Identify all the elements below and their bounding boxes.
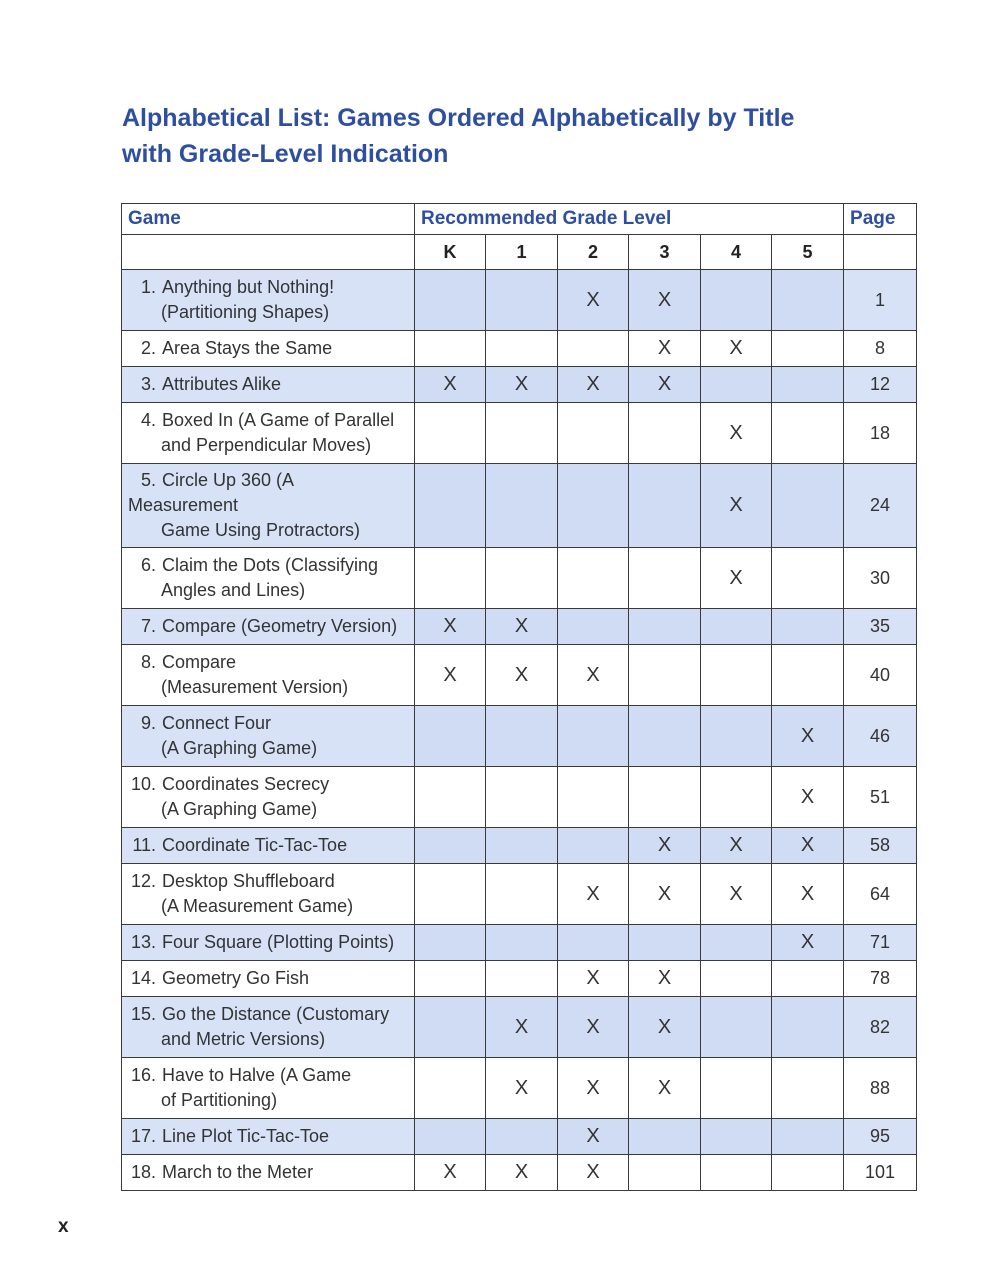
page-title bbox=[122, 100, 842, 172]
grade-mark-cell: X bbox=[558, 1119, 629, 1155]
grade-mark-cell bbox=[629, 548, 701, 609]
grade-mark-cell bbox=[558, 331, 629, 367]
table-row bbox=[122, 828, 917, 864]
grade-mark-cell bbox=[558, 464, 629, 548]
grade-mark-cell bbox=[629, 464, 701, 548]
page-number-cell: 101 bbox=[844, 1155, 917, 1191]
grade-mark-cell bbox=[772, 961, 844, 997]
game-title-line bbox=[128, 1027, 406, 1052]
table-row bbox=[122, 706, 917, 767]
game-title-cell bbox=[122, 767, 415, 828]
table-row bbox=[122, 997, 917, 1058]
game-title-text: Circle Up 360 (A Measurement bbox=[128, 470, 294, 515]
grade-label-3: 3 bbox=[629, 235, 701, 270]
grade-mark-cell bbox=[701, 961, 772, 997]
game-title-line bbox=[128, 408, 406, 433]
grade-mark-cell bbox=[772, 367, 844, 403]
grade-mark-cell bbox=[772, 645, 844, 706]
grade-mark-cell bbox=[486, 270, 558, 331]
grade-label-2: 2 bbox=[558, 235, 629, 270]
grade-mark-cell bbox=[629, 1155, 701, 1191]
grade-mark-cell bbox=[701, 270, 772, 331]
blank-header-cell bbox=[122, 235, 415, 270]
grade-mark-cell: X bbox=[772, 706, 844, 767]
game-title-text: (Partitioning Shapes) bbox=[161, 302, 330, 322]
game-title-text: Coordinates Secrecy bbox=[162, 774, 330, 794]
grade-mark-cell: X bbox=[629, 331, 701, 367]
game-column-header: Game bbox=[122, 204, 415, 235]
game-title-line bbox=[128, 275, 406, 300]
game-number: 3. bbox=[140, 374, 156, 394]
grade-mark-cell: X bbox=[772, 864, 844, 925]
grade-mark-cell: X bbox=[558, 367, 629, 403]
grade-mark-cell: X bbox=[701, 464, 772, 548]
game-title-line bbox=[128, 930, 406, 955]
game-title-line bbox=[128, 869, 406, 894]
grade-mark-cell bbox=[415, 706, 486, 767]
page-number-cell: 40 bbox=[844, 645, 917, 706]
game-title-cell bbox=[122, 270, 415, 331]
table-body bbox=[122, 270, 917, 1191]
game-title-text: Connect Four bbox=[162, 713, 272, 733]
grade-mark-cell bbox=[701, 997, 772, 1058]
game-title-text: Desktop Shuffleboard bbox=[162, 871, 335, 891]
game-title-cell bbox=[122, 961, 415, 997]
grade-mark-cell: X bbox=[486, 1155, 558, 1191]
grade-mark-cell: X bbox=[415, 645, 486, 706]
game-title-text: (Measurement Version) bbox=[161, 677, 349, 697]
game-title-line bbox=[128, 1002, 406, 1027]
grade-mark-cell: X bbox=[629, 270, 701, 331]
table-row bbox=[122, 864, 917, 925]
game-number: 7. bbox=[140, 616, 156, 636]
page-number-cell: 71 bbox=[844, 925, 917, 961]
game-number: 15. bbox=[130, 1004, 156, 1024]
grade-mark-cell: X bbox=[558, 864, 629, 925]
grade-mark-cell bbox=[558, 706, 629, 767]
grade-mark-cell bbox=[415, 828, 486, 864]
game-title-line bbox=[128, 1063, 406, 1088]
page-number: x bbox=[58, 1216, 69, 1237]
grade-mark-cell bbox=[415, 1119, 486, 1155]
game-title-text: Area Stays the Same bbox=[162, 338, 333, 358]
table-row bbox=[122, 1155, 917, 1191]
game-number: 2. bbox=[140, 338, 156, 358]
page-number-cell: 1 bbox=[844, 270, 917, 331]
grade-mark-cell bbox=[772, 464, 844, 548]
grade-mark-cell bbox=[772, 1155, 844, 1191]
grade-mark-cell bbox=[701, 1058, 772, 1119]
game-title-text: Geometry Go Fish bbox=[162, 968, 310, 988]
grade-mark-cell: X bbox=[772, 925, 844, 961]
grade-mark-cell bbox=[558, 609, 629, 645]
game-title-cell bbox=[122, 1119, 415, 1155]
grade-mark-cell: X bbox=[701, 403, 772, 464]
grade-mark-cell: X bbox=[629, 961, 701, 997]
grade-mark-cell bbox=[558, 548, 629, 609]
table-row bbox=[122, 331, 917, 367]
grade-mark-cell bbox=[629, 706, 701, 767]
grade-mark-cell bbox=[772, 403, 844, 464]
game-title-text: Compare bbox=[162, 652, 237, 672]
grade-mark-cell: X bbox=[701, 331, 772, 367]
page-number-cell: 35 bbox=[844, 609, 917, 645]
grade-level-header: Recommended Grade Level bbox=[415, 204, 844, 235]
grade-mark-cell: X bbox=[701, 548, 772, 609]
grade-mark-cell bbox=[415, 403, 486, 464]
game-title-line bbox=[128, 833, 406, 858]
game-title-line bbox=[128, 650, 406, 675]
game-title-text: (A Graphing Game) bbox=[161, 799, 318, 819]
grade-mark-cell bbox=[415, 1058, 486, 1119]
game-number: 13. bbox=[130, 932, 156, 952]
game-title-text: Angles and Lines) bbox=[161, 580, 306, 600]
grade-mark-cell bbox=[486, 464, 558, 548]
game-title-line bbox=[128, 553, 406, 578]
page-number-cell: 64 bbox=[844, 864, 917, 925]
games-table bbox=[121, 203, 917, 1191]
page-title-line-2: with Grade-Level Indication bbox=[122, 140, 449, 168]
table-row bbox=[122, 464, 917, 548]
grade-mark-cell bbox=[629, 767, 701, 828]
grade-mark-cell bbox=[772, 1058, 844, 1119]
game-title-cell bbox=[122, 548, 415, 609]
game-title-line bbox=[128, 578, 406, 603]
grade-mark-cell bbox=[415, 767, 486, 828]
page-number-cell: 12 bbox=[844, 367, 917, 403]
game-title-text: Have to Halve (A Game bbox=[162, 1065, 352, 1085]
table-row bbox=[122, 609, 917, 645]
game-title-line bbox=[128, 675, 406, 700]
grade-mark-cell bbox=[415, 548, 486, 609]
game-title-text: Claim the Dots (Classifying bbox=[162, 555, 379, 575]
page-number-cell: 8 bbox=[844, 331, 917, 367]
grade-mark-cell bbox=[772, 997, 844, 1058]
grade-mark-cell bbox=[486, 548, 558, 609]
grade-mark-cell: X bbox=[558, 961, 629, 997]
grade-mark-cell: X bbox=[558, 1155, 629, 1191]
page-number-cell: 58 bbox=[844, 828, 917, 864]
table-row bbox=[122, 1119, 917, 1155]
game-title-line bbox=[128, 736, 406, 761]
grade-mark-cell bbox=[486, 331, 558, 367]
grade-mark-cell: X bbox=[629, 864, 701, 925]
grade-mark-cell: X bbox=[629, 367, 701, 403]
game-number: 6. bbox=[140, 555, 156, 575]
game-title-cell bbox=[122, 706, 415, 767]
game-title-text: Anything but Nothing! bbox=[162, 277, 335, 297]
grade-mark-cell bbox=[486, 961, 558, 997]
game-number: 17. bbox=[130, 1126, 156, 1146]
page-number-cell: 78 bbox=[844, 961, 917, 997]
grade-mark-cell bbox=[629, 925, 701, 961]
grade-label-k: K bbox=[415, 235, 486, 270]
grade-mark-cell: X bbox=[629, 1058, 701, 1119]
game-title-text: Coordinate Tic-Tac-Toe bbox=[162, 835, 348, 855]
grade-mark-cell: X bbox=[772, 767, 844, 828]
table-row bbox=[122, 270, 917, 331]
grade-mark-cell bbox=[772, 548, 844, 609]
game-title-line bbox=[128, 772, 406, 797]
game-title-text: Attributes Alike bbox=[162, 374, 282, 394]
grade-label-4: 4 bbox=[701, 235, 772, 270]
game-title-cell bbox=[122, 403, 415, 464]
game-title-text: March to the Meter bbox=[162, 1162, 314, 1182]
grade-mark-cell: X bbox=[629, 828, 701, 864]
game-title-line bbox=[128, 1160, 406, 1185]
grade-mark-cell bbox=[701, 367, 772, 403]
grade-mark-cell bbox=[486, 1119, 558, 1155]
grade-mark-cell bbox=[772, 1119, 844, 1155]
grade-mark-cell: X bbox=[701, 828, 772, 864]
grade-mark-cell: X bbox=[486, 367, 558, 403]
game-title-line bbox=[128, 1124, 406, 1149]
game-number: 14. bbox=[130, 968, 156, 988]
grade-mark-cell: X bbox=[486, 645, 558, 706]
table-row bbox=[122, 1058, 917, 1119]
game-title-line bbox=[128, 711, 406, 736]
grade-mark-cell: X bbox=[486, 1058, 558, 1119]
grade-mark-cell: X bbox=[415, 367, 486, 403]
game-title-cell bbox=[122, 367, 415, 403]
page-column-header: Page bbox=[844, 204, 917, 235]
game-title-cell bbox=[122, 1155, 415, 1191]
grade-mark-cell bbox=[629, 1119, 701, 1155]
grade-mark-cell bbox=[415, 464, 486, 548]
game-title-cell bbox=[122, 609, 415, 645]
grade-mark-cell bbox=[415, 997, 486, 1058]
grade-mark-cell bbox=[415, 864, 486, 925]
page-title-line-1: Alphabetical List: Games Ordered Alphabetically by Title bbox=[122, 104, 795, 132]
page-number-cell: 46 bbox=[844, 706, 917, 767]
game-title-line bbox=[128, 1088, 406, 1113]
game-title-cell bbox=[122, 925, 415, 961]
grade-mark-cell bbox=[415, 925, 486, 961]
game-title-text: and Perpendicular Moves) bbox=[161, 435, 372, 455]
game-title-line bbox=[128, 518, 406, 543]
page-number-cell: 24 bbox=[844, 464, 917, 548]
game-title-cell bbox=[122, 997, 415, 1058]
game-title-line bbox=[128, 797, 406, 822]
grade-mark-cell bbox=[701, 1155, 772, 1191]
grade-mark-cell: X bbox=[486, 997, 558, 1058]
grade-mark-cell: X bbox=[558, 997, 629, 1058]
game-number: 10. bbox=[130, 774, 156, 794]
grade-mark-cell: X bbox=[558, 645, 629, 706]
grade-mark-cell bbox=[701, 925, 772, 961]
page-number-cell: 30 bbox=[844, 548, 917, 609]
table-row bbox=[122, 925, 917, 961]
table-row bbox=[122, 961, 917, 997]
grade-mark-cell: X bbox=[415, 609, 486, 645]
grade-mark-cell bbox=[701, 1119, 772, 1155]
game-title-line bbox=[128, 336, 406, 361]
table-row bbox=[122, 645, 917, 706]
grade-mark-cell bbox=[701, 609, 772, 645]
grade-mark-cell bbox=[701, 645, 772, 706]
grade-mark-cell bbox=[701, 706, 772, 767]
grade-labels-row bbox=[122, 235, 917, 270]
game-number: 11. bbox=[132, 835, 156, 855]
grade-mark-cell bbox=[486, 864, 558, 925]
game-number: 9. bbox=[140, 713, 156, 733]
game-title-cell bbox=[122, 1058, 415, 1119]
game-number: 4. bbox=[140, 410, 156, 430]
grade-mark-cell: X bbox=[415, 1155, 486, 1191]
table-row bbox=[122, 767, 917, 828]
game-title-text: Go the Distance (Customary bbox=[162, 1004, 390, 1024]
game-title-text: Compare (Geometry Version) bbox=[162, 616, 398, 636]
grade-mark-cell bbox=[558, 925, 629, 961]
grade-mark-cell bbox=[772, 331, 844, 367]
grade-mark-cell bbox=[558, 403, 629, 464]
game-title-text: Game Using Protractors) bbox=[161, 520, 361, 540]
grade-mark-cell: X bbox=[772, 828, 844, 864]
grade-mark-cell bbox=[486, 925, 558, 961]
game-title-text: Boxed In (A Game of Parallel bbox=[162, 410, 395, 430]
grade-mark-cell: X bbox=[486, 609, 558, 645]
blank-header-cell bbox=[844, 235, 917, 270]
grade-mark-cell bbox=[415, 331, 486, 367]
game-title-cell bbox=[122, 331, 415, 367]
game-title-line bbox=[128, 300, 406, 325]
grade-mark-cell bbox=[629, 403, 701, 464]
game-title-line bbox=[128, 372, 406, 397]
game-title-cell bbox=[122, 645, 415, 706]
page-number-cell: 82 bbox=[844, 997, 917, 1058]
game-title-text: Line Plot Tic-Tac-Toe bbox=[162, 1126, 330, 1146]
game-title-line bbox=[128, 966, 406, 991]
grade-mark-cell bbox=[558, 828, 629, 864]
page-number-cell: 18 bbox=[844, 403, 917, 464]
game-number: 12. bbox=[130, 871, 156, 891]
grade-mark-cell bbox=[772, 609, 844, 645]
game-number: 16. bbox=[130, 1065, 156, 1085]
grade-mark-cell: X bbox=[701, 864, 772, 925]
grade-label-1: 1 bbox=[486, 235, 558, 270]
page-number-cell: 95 bbox=[844, 1119, 917, 1155]
page-number-cell: 88 bbox=[844, 1058, 917, 1119]
table-row bbox=[122, 367, 917, 403]
grade-mark-cell bbox=[558, 767, 629, 828]
grade-mark-cell bbox=[486, 706, 558, 767]
game-title-line bbox=[128, 433, 406, 458]
grade-mark-cell bbox=[629, 645, 701, 706]
grade-mark-cell bbox=[772, 270, 844, 331]
table-row bbox=[122, 403, 917, 464]
grade-label-5: 5 bbox=[772, 235, 844, 270]
table-header-row bbox=[122, 204, 917, 235]
game-title-text: and Metric Versions) bbox=[161, 1029, 326, 1049]
grade-mark-cell bbox=[701, 767, 772, 828]
grade-mark-cell bbox=[486, 767, 558, 828]
game-number: 5. bbox=[140, 470, 156, 490]
grade-mark-cell: X bbox=[629, 997, 701, 1058]
game-number: 18. bbox=[130, 1162, 156, 1182]
table-row bbox=[122, 548, 917, 609]
grade-mark-cell bbox=[486, 828, 558, 864]
grade-mark-cell: X bbox=[558, 1058, 629, 1119]
game-title-cell bbox=[122, 464, 415, 548]
game-title-line bbox=[128, 468, 406, 518]
game-title-text: (A Measurement Game) bbox=[161, 896, 354, 916]
game-title-cell bbox=[122, 828, 415, 864]
game-number: 8. bbox=[140, 652, 156, 672]
game-title-cell bbox=[122, 864, 415, 925]
game-title-line bbox=[128, 614, 406, 639]
game-title-text: of Partitioning) bbox=[161, 1090, 278, 1110]
grade-mark-cell bbox=[486, 403, 558, 464]
page-number-cell: 51 bbox=[844, 767, 917, 828]
game-number: 1. bbox=[140, 277, 156, 297]
grade-mark-cell: X bbox=[558, 270, 629, 331]
grade-mark-cell bbox=[415, 961, 486, 997]
game-title-text: Four Square (Plotting Points) bbox=[162, 932, 395, 952]
game-title-line bbox=[128, 894, 406, 919]
grade-mark-cell bbox=[415, 270, 486, 331]
grade-mark-cell bbox=[629, 609, 701, 645]
game-title-text: (A Graphing Game) bbox=[161, 738, 318, 758]
